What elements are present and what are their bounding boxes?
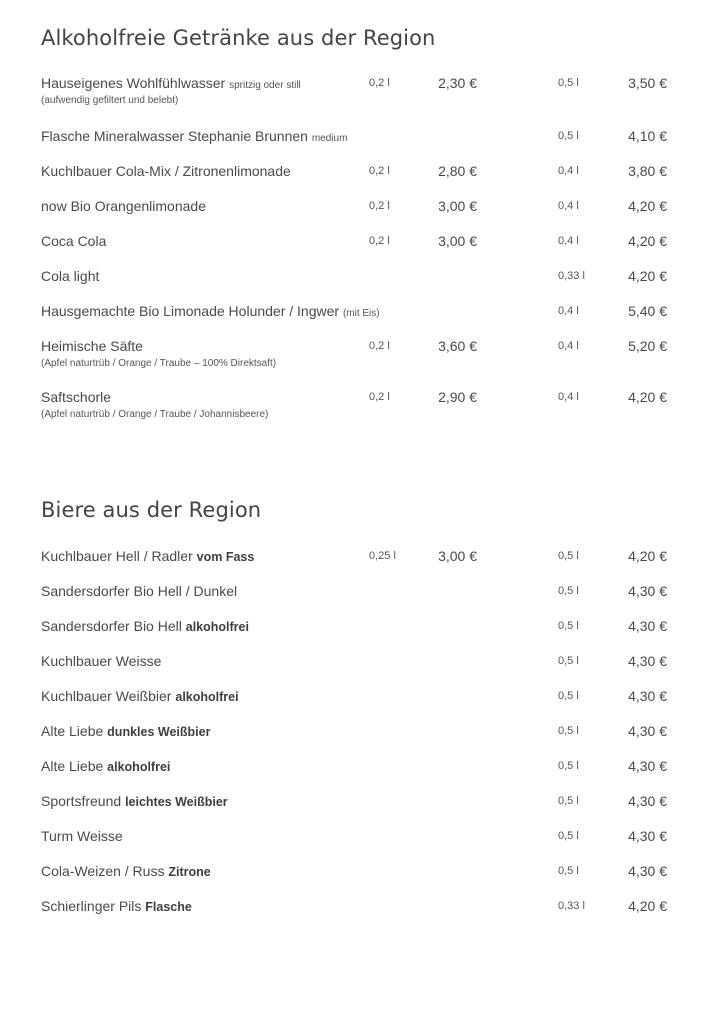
price-large: 4,30 € <box>628 618 667 634</box>
volume-large: 0,4 l <box>558 235 579 247</box>
volume-large: 0,5 l <box>558 830 579 842</box>
price-large: 4,20 € <box>628 268 667 284</box>
menu-item-cola-mix <box>41 163 681 197</box>
menu-item-coca-cola <box>41 233 681 267</box>
item-name: Sandersdorfer Bio Hell / Dunkel <box>41 583 238 599</box>
price-small: 3,00 € <box>438 233 477 249</box>
item-name: Flasche Mineralwasser Stephanie Brunnen medium <box>41 128 348 144</box>
item-name: Cola light <box>41 268 100 284</box>
price-large: 4,30 € <box>628 688 667 704</box>
item-name: Sportsfreund leichtes Weißbier <box>41 793 228 809</box>
volume-large: 0,5 l <box>558 130 579 142</box>
volume-small: 0,2 l <box>369 391 390 403</box>
price-small: 3,00 € <box>438 548 477 564</box>
menu-item-sportsfreund <box>41 793 681 827</box>
price-large: 4,20 € <box>628 898 667 914</box>
price-large: 3,50 € <box>628 75 667 91</box>
menu-item-bio-limonade <box>41 303 681 337</box>
item-name: Cola-Weizen / Russ Zitrone <box>41 863 211 879</box>
menu-item-mineralwasser <box>41 128 681 162</box>
volume-large: 0,5 l <box>558 77 579 89</box>
item-name: Saftschorle <box>41 389 112 405</box>
item-highlight: alkoholfrei <box>185 620 249 634</box>
volume-large: 0,5 l <box>558 550 579 562</box>
item-name: Alte Liebe dunkles Weißbier <box>41 723 211 739</box>
price-large: 3,80 € <box>628 163 667 179</box>
price-large: 4,30 € <box>628 793 667 809</box>
price-large: 4,30 € <box>628 758 667 774</box>
item-name: now Bio Orangenlimonade <box>41 198 206 214</box>
volume-large: 0,4 l <box>558 305 579 317</box>
volume-small: 0,2 l <box>369 77 390 89</box>
price-large: 4,20 € <box>628 198 667 214</box>
item-name: Coca Cola <box>41 233 107 249</box>
price-large: 4,30 € <box>628 583 667 599</box>
volume-large: 0,4 l <box>558 340 579 352</box>
item-note: (mit Eis) <box>342 308 380 319</box>
price-large: 4,20 € <box>628 389 667 405</box>
volume-large: 0,5 l <box>558 725 579 737</box>
item-description: (aufwendig gefiltert und belebt) <box>41 95 179 106</box>
volume-small: 0,25 l <box>369 550 396 562</box>
volume-large: 0,5 l <box>558 655 579 667</box>
menu-item-orangenlimonade <box>41 198 681 232</box>
menu-item-alte-liebe-dunkel <box>41 723 681 757</box>
menu-item-turm-weisse <box>41 828 681 862</box>
volume-large: 0,5 l <box>558 620 579 632</box>
item-name: Kuchlbauer Weißbier alkoholfrei <box>41 688 239 704</box>
volume-small: 0,2 l <box>369 235 390 247</box>
menu-item-wohlfuehlwasser <box>41 75 681 109</box>
price-large: 4,30 € <box>628 863 667 879</box>
item-name: Hausgemachte Bio Limonade Holunder / Ingwer (mit Eis) <box>41 303 380 319</box>
menu-item-kuchlbauer-hell <box>41 548 681 582</box>
menu-item-alte-liebe-alkoholfrei <box>41 758 681 792</box>
menu-item-sandersdorfer-alkoholfrei <box>41 618 681 652</box>
item-name: Heimische Säfte <box>41 338 143 354</box>
item-description: (Apfel naturtrüb / Orange / Traube – 100% Direktsaft) <box>41 358 277 369</box>
section-title-alkoholfrei: Alkoholfreie Getränke aus der Region <box>41 26 436 50</box>
volume-large: 0,33 l <box>558 270 585 282</box>
menu-item-cola-weizen <box>41 863 681 897</box>
item-description: (Apfel naturtrüb / Orange / Traube / Johannisbeere) <box>41 409 269 420</box>
volume-small: 0,2 l <box>369 340 390 352</box>
volume-small: 0,2 l <box>369 200 390 212</box>
volume-large: 0,4 l <box>558 165 579 177</box>
volume-large: 0,5 l <box>558 795 579 807</box>
menu-item-saftschorle <box>41 389 681 423</box>
item-note: medium <box>311 133 348 144</box>
price-large: 5,20 € <box>628 338 667 354</box>
item-name: Sandersdorfer Bio Hell alkoholfrei <box>41 618 249 634</box>
menu-item-kuchlbauer-weisse <box>41 653 681 687</box>
item-name: Hauseigenes Wohlfühlwasser spritzig oder still <box>41 75 301 91</box>
volume-small: 0,2 l <box>369 165 390 177</box>
section-title-biere: Biere aus der Region <box>41 498 262 522</box>
volume-large: 0,5 l <box>558 690 579 702</box>
price-large: 5,40 € <box>628 303 667 319</box>
item-highlight: dunkles Weißbier <box>107 725 211 739</box>
price-large: 4,20 € <box>628 233 667 249</box>
price-large: 4,30 € <box>628 653 667 669</box>
item-name: Schierlinger Pils Flasche <box>41 898 192 914</box>
item-highlight: Flasche <box>145 900 192 914</box>
item-highlight: leichtes Weißbier <box>125 795 228 809</box>
price-small: 2,30 € <box>438 75 477 91</box>
price-small: 3,60 € <box>438 338 477 354</box>
volume-large: 0,5 l <box>558 865 579 877</box>
volume-large: 0,4 l <box>558 391 579 403</box>
menu-item-sandersdorfer-hell-dunkel <box>41 583 681 617</box>
item-highlight: Zitrone <box>168 865 211 879</box>
menu-item-kuchlbauer-weissbier-alkoholfrei <box>41 688 681 722</box>
item-name: Kuchlbauer Cola-Mix / Zitronenlimonade <box>41 163 291 179</box>
item-highlight: alkoholfrei <box>107 760 171 774</box>
item-name: Alte Liebe alkoholfrei <box>41 758 171 774</box>
item-highlight: vom Fass <box>196 550 255 564</box>
menu-item-heimische-saefte <box>41 338 681 372</box>
price-small: 3,00 € <box>438 198 477 214</box>
item-note: spritzig oder still <box>229 80 301 91</box>
item-name: Kuchlbauer Weisse <box>41 653 162 669</box>
volume-large: 0,4 l <box>558 200 579 212</box>
price-large: 4,10 € <box>628 128 667 144</box>
price-small: 2,90 € <box>438 389 477 405</box>
item-highlight: alkoholfrei <box>175 690 239 704</box>
item-name: Kuchlbauer Hell / Radler vom Fass <box>41 548 255 564</box>
menu-item-schierlinger-pils <box>41 898 681 932</box>
volume-large: 0,5 l <box>558 585 579 597</box>
price-large: 4,30 € <box>628 723 667 739</box>
price-large: 4,20 € <box>628 548 667 564</box>
menu-item-cola-light <box>41 268 681 302</box>
item-name: Turm Weisse <box>41 828 123 844</box>
volume-large: 0,5 l <box>558 760 579 772</box>
price-small: 2,80 € <box>438 163 477 179</box>
volume-large: 0,33 l <box>558 900 585 912</box>
price-large: 4,30 € <box>628 828 667 844</box>
